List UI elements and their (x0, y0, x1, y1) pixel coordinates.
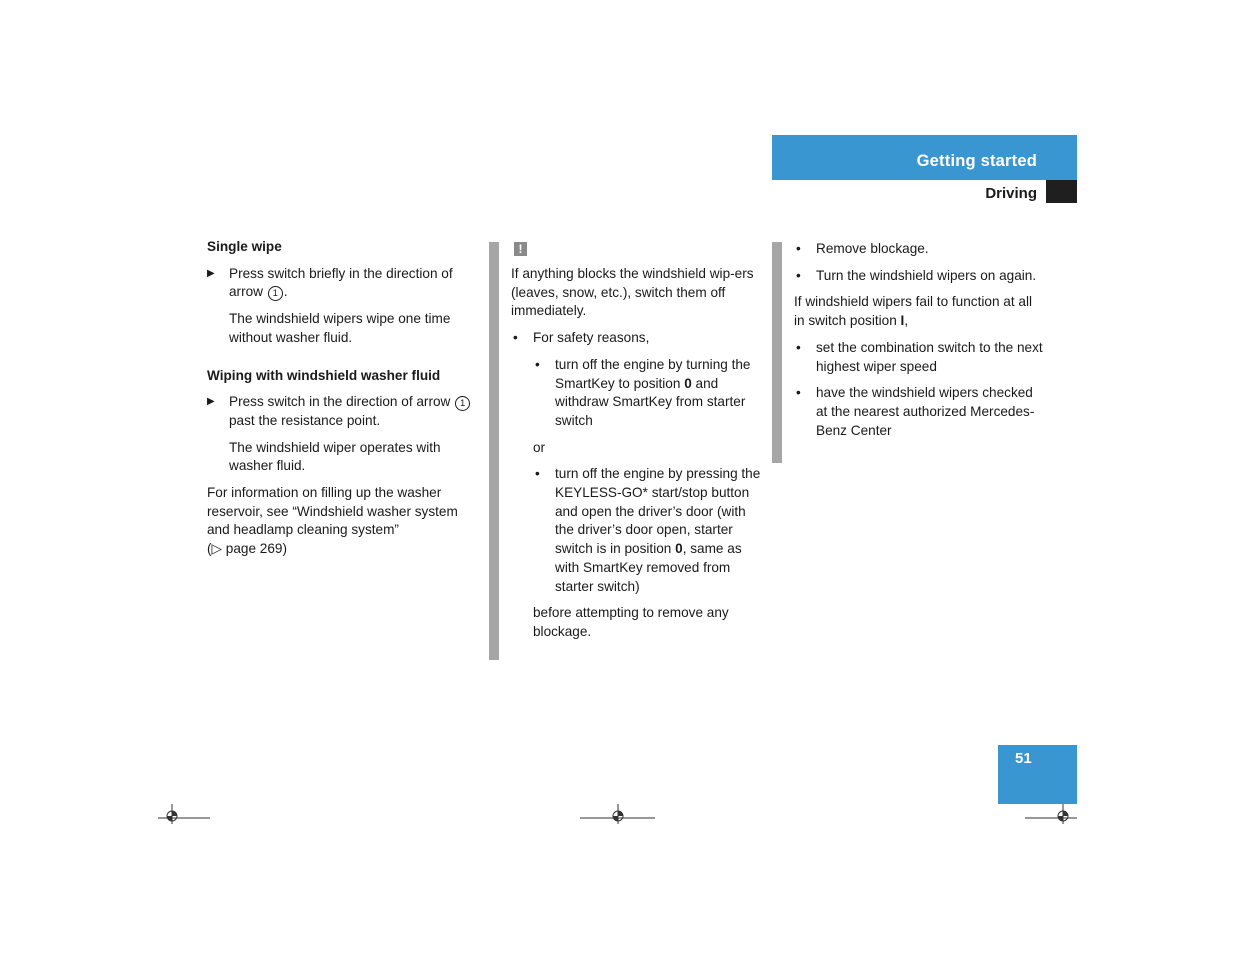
safety-option-keyless: • turn off the engine by pressing the KEYLESS-GO* start/stop button and open the driver’s door (with the driver’s door open, starter switch is in position 0, same as with SmartKey removed from starter switch) (535, 466, 761, 594)
registration-mark-icon (580, 802, 655, 824)
warning-intro: If anything blocks the windshield wip-ers (leaves, snow, etc.), switch them off immediately. (511, 266, 754, 319)
arrow-marker-icon: 1 (268, 286, 283, 301)
washer-info-text: For information on filling up the washer reservoir, see “Windshield washer system and headlamp cleaning system” (▷ page 269) (207, 485, 458, 557)
single-wipe-heading: Single wipe (207, 239, 282, 254)
warning-column (511, 238, 761, 650)
column-left (207, 238, 477, 567)
arrow-marker-icon: 1 (455, 396, 470, 411)
page-number: 51 (1015, 750, 1032, 767)
continuation-sidebar (772, 242, 782, 463)
washer-fluid-heading: Wiping with windshield washer fluid (207, 367, 441, 383)
or-separator: or (533, 439, 546, 455)
remove-blockage-item: • Remove blockage. (794, 240, 1044, 259)
wiper-fail-text: If windshield wipers fail to function at all in switch position I, (794, 294, 1033, 329)
bullet-icon: • (796, 385, 801, 401)
warning-closing: before attempting to remove any blockage. (533, 605, 729, 639)
triangle-right-icon: ▶ (207, 396, 215, 408)
wipers-on-item: • Turn the windshield wipers on again. (794, 267, 1044, 286)
bullet-icon: • (535, 466, 540, 482)
section-marker-block (1046, 180, 1077, 203)
column-right (794, 240, 1044, 448)
page-reference-link[interactable]: (▷ page 269) (207, 541, 287, 557)
bullet-icon: • (796, 241, 801, 256)
washer-fluid-result: The windshield wiper operates with washer fluid. (229, 439, 441, 474)
chapter-header-band (772, 135, 1077, 180)
washer-fluid-step: ▶ Press switch in the direction of arrow 1 past the resistance point. (207, 393, 477, 430)
triangle-right-icon: ▶ (207, 267, 215, 279)
safety-option-smartkey: • turn off the engine by turning the SmartKey to position 0 and withdraw SmartKey from starter switch (535, 356, 751, 428)
section-title: Driving (985, 185, 1037, 202)
safety-bullet: • For safety reasons, (511, 329, 761, 348)
bullet-icon: • (535, 356, 540, 372)
bullet-icon: • (796, 267, 801, 283)
registration-mark-icon (158, 802, 210, 824)
exclamation-icon: ! (514, 242, 527, 256)
registration-mark-icon (1025, 802, 1077, 824)
single-wipe-step: ▶ Press switch briefly in the direction of arrow 1 . (207, 265, 453, 300)
chapter-title: Getting started (916, 152, 1037, 170)
single-wipe-result: The windshield wipers wipe one time without washer fluid. (229, 311, 451, 345)
page-number-box (998, 745, 1077, 804)
bullet-icon: • (796, 339, 801, 355)
bullet-icon: • (513, 330, 518, 346)
next-speed-item: • set the combination switch to the next highest wiper speed (796, 339, 1043, 374)
service-check-item: • have the windshield wipers checked at the nearest authorized Mercedes-Benz Center (796, 385, 1035, 438)
warning-sidebar (489, 242, 499, 660)
